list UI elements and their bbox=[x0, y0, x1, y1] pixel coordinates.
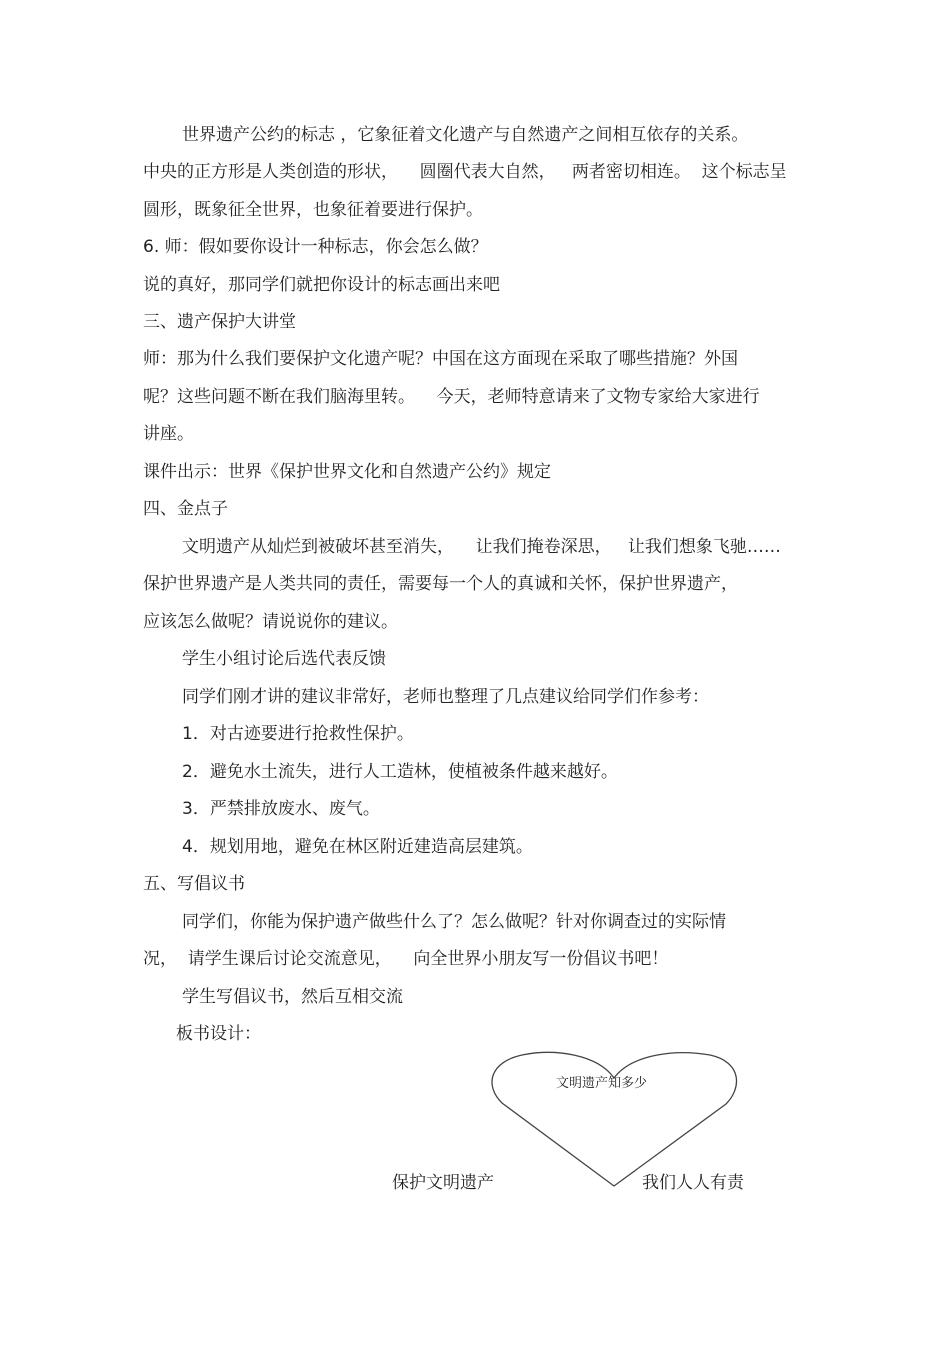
section-heading: 四、金点子 bbox=[143, 499, 228, 519]
text-line: 中央的正方形是人类创造的形状， 圆圈代表大自然， 两者密切相连。 这个标志呈 bbox=[143, 162, 787, 182]
text-line: 圆形，既象征全世界，也象征着要进行保护。 bbox=[143, 200, 483, 220]
text-line: 保护世界遗产是人类共同的责任，需要每一个人的真诚和关怀，保护世界遗产， bbox=[143, 574, 738, 594]
text-line: 讲座。 bbox=[143, 424, 194, 444]
text-line: 课件出示：世界《保护世界文化和自然遗产公约》规定 bbox=[143, 462, 551, 482]
list-item: 1．对古迹要进行抢救性保护。 bbox=[182, 724, 414, 744]
section-heading: 五、写倡议书 bbox=[143, 874, 245, 894]
text-line: 文明遗产从灿烂到被破坏甚至消失， 让我们掩卷深思， 让我们想象飞驰…… bbox=[182, 537, 781, 557]
text-line: 说的真好，那同学们就把你设计的标志画出来吧 bbox=[143, 275, 500, 295]
text-line: 学生写倡议书，然后互相交流 bbox=[182, 987, 403, 1007]
text-line: 板书设计： bbox=[176, 1024, 261, 1044]
board-left-text: 保护文明遗产 bbox=[392, 1173, 494, 1193]
section-heading: 三、遗产保护大讲堂 bbox=[143, 312, 296, 332]
list-item: 2．避免水土流失，进行人工造林，使植被条件越来越好。 bbox=[182, 762, 618, 782]
text-line: 学生小组讨论后选代表反馈 bbox=[182, 649, 386, 669]
text-line: 同学们，你能为保护遗产做些什么了？怎么做呢？针对你调查过的实际情 bbox=[182, 912, 726, 932]
board-right-text: 我们人人有责 bbox=[642, 1173, 744, 1193]
text-line: 呢？这些问题不断在我们脑海里转。 今天，老师特意请来了文物专家给大家进行 bbox=[143, 387, 760, 407]
text-line: 同学们刚才讲的建议非常好，老师也整理了几点建议给同学们作参考： bbox=[182, 687, 709, 707]
text-line: 师：那为什么我们要保护文化遗产呢？中国在这方面现在采取了哪些措施？外国 bbox=[143, 349, 738, 369]
text-line: 世界遗产公约的标志 ，它象征着文化遗产与自然遗产之间相互依存的关系。 bbox=[182, 125, 749, 145]
text-line: 6. 师：假如要你设计一种标志，你会怎么做？ bbox=[143, 237, 488, 257]
text-line: 况， 请学生课后讨论交流意见， 向全世界小朋友写一份倡议书吧！ bbox=[143, 949, 669, 969]
text-line: 应该怎么做呢？请说说你的建议。 bbox=[143, 612, 398, 632]
list-item: 3．严禁排放废水、废气。 bbox=[182, 799, 380, 819]
heart-title: 文明遗产知多少 bbox=[556, 1076, 648, 1091]
list-item: 4．规划用地，避免在林区附近建造高层建筑。 bbox=[182, 837, 533, 857]
